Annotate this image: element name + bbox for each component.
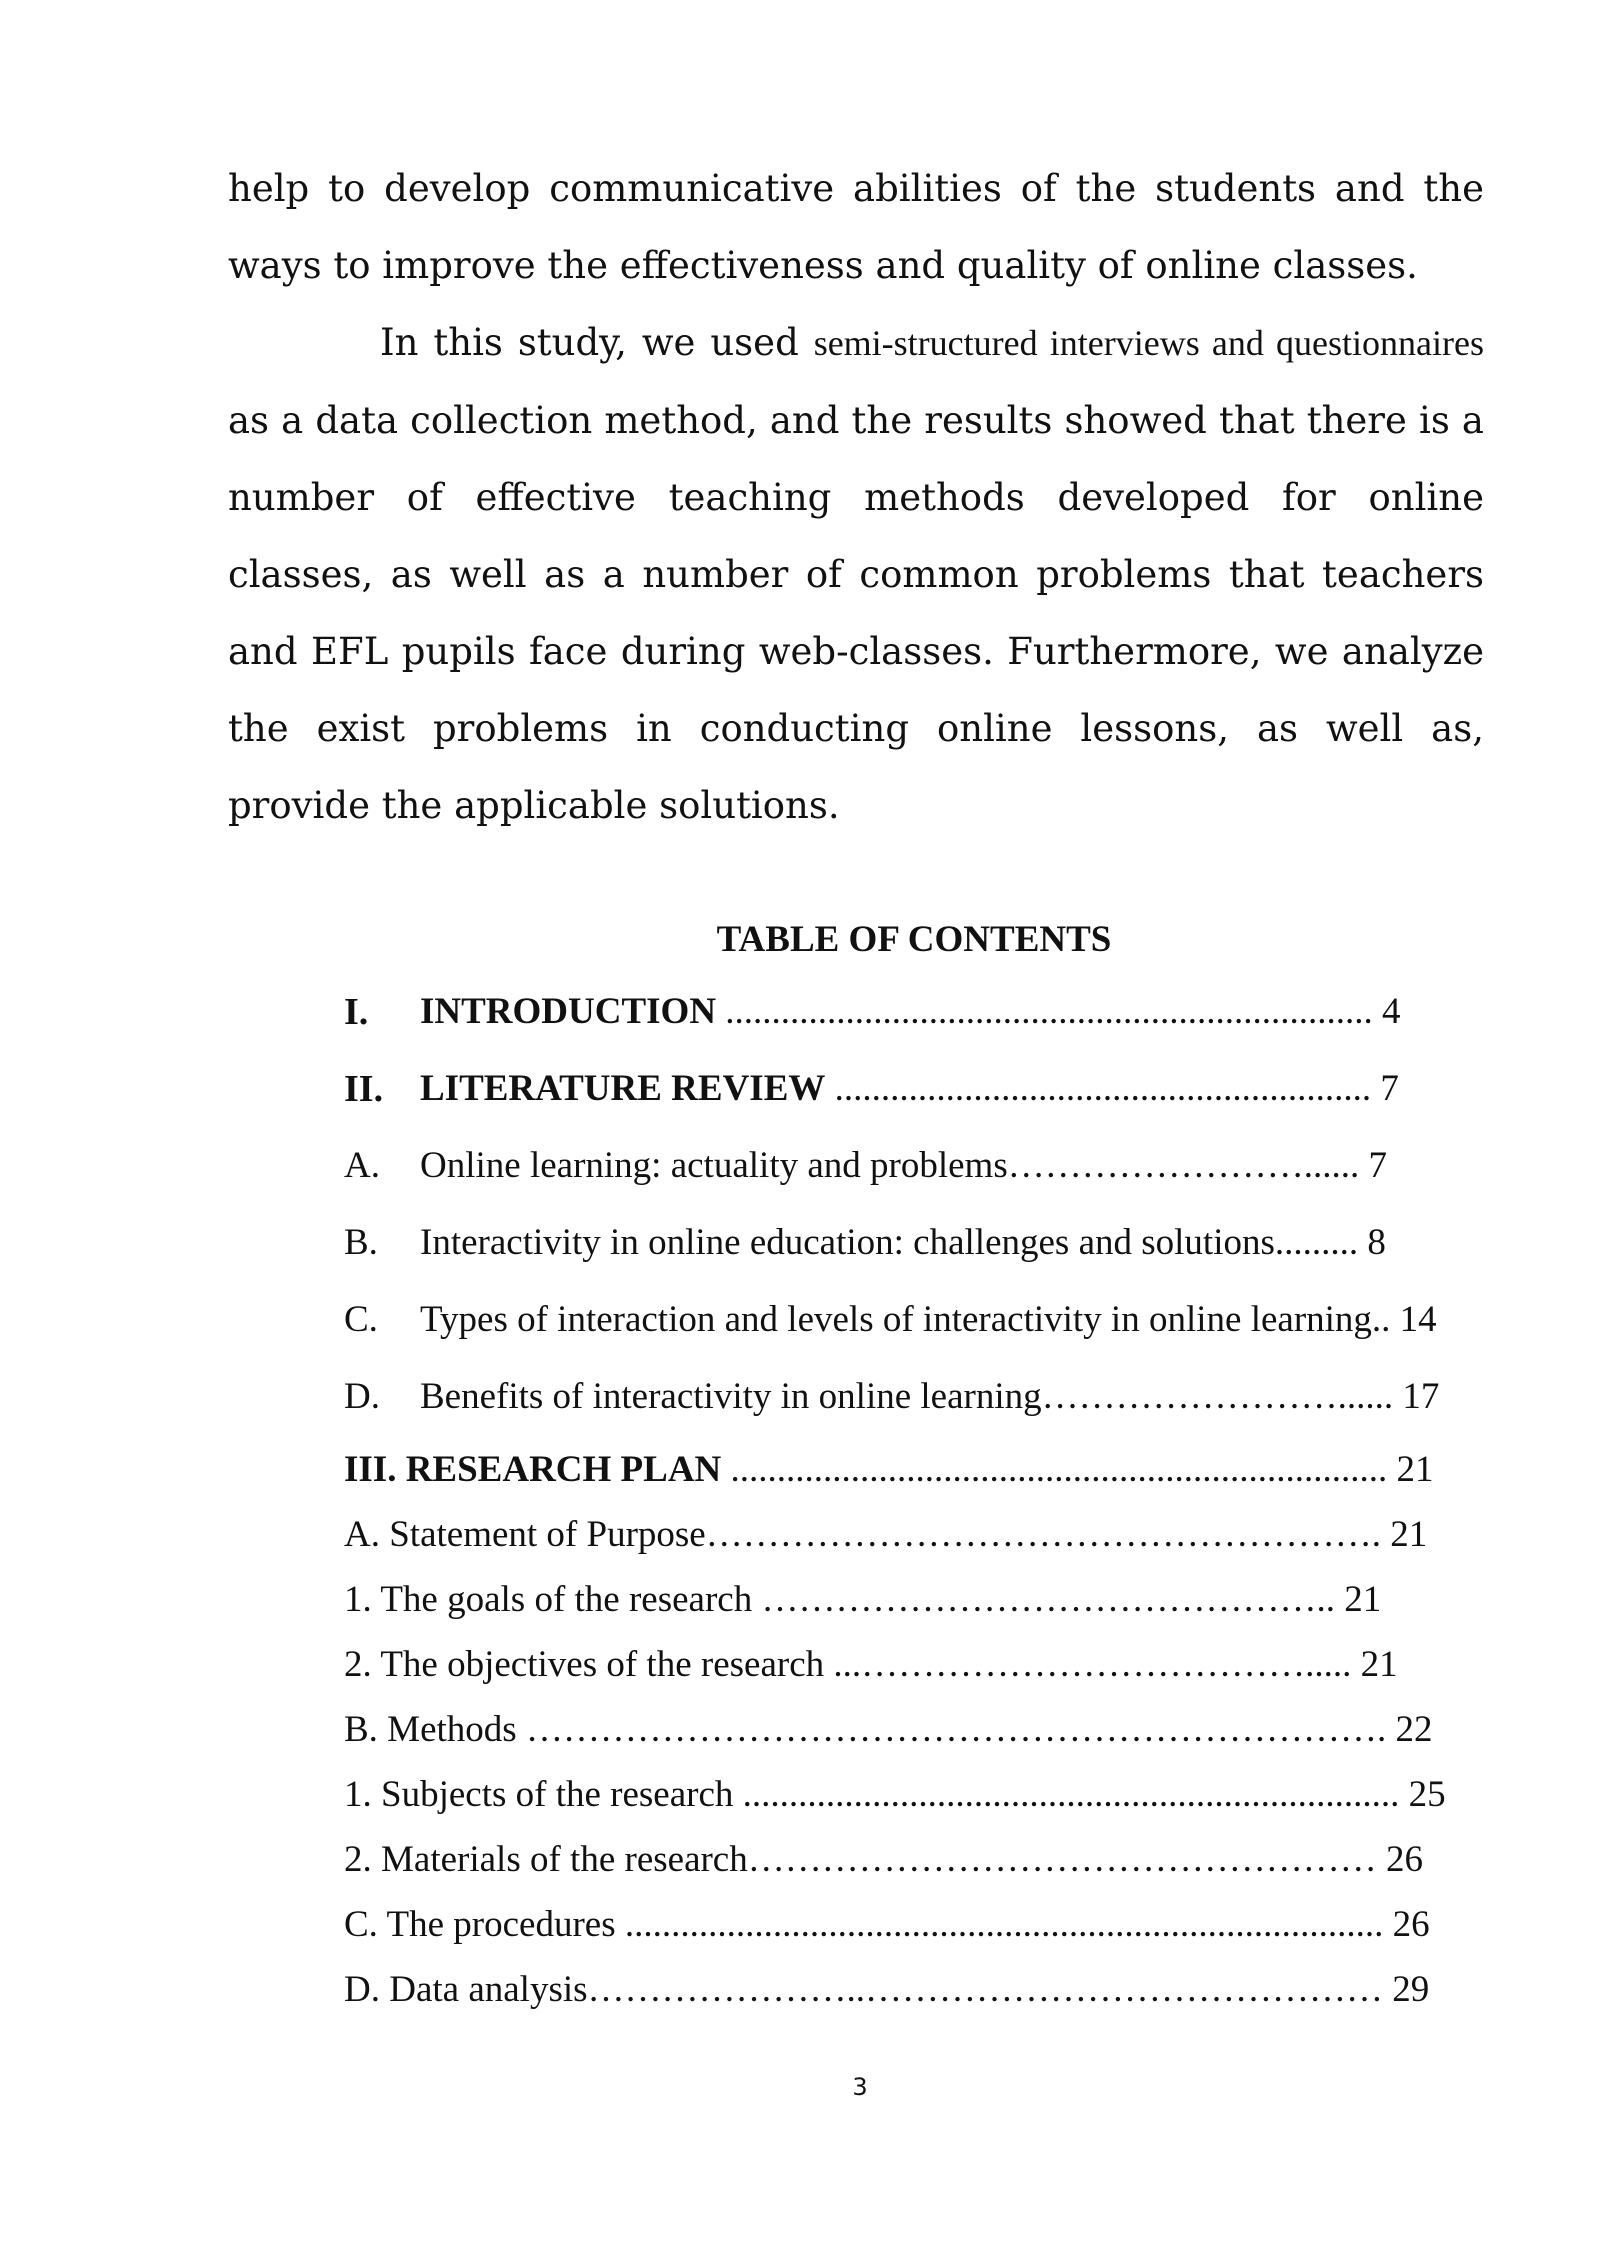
toc-leader: .........: [1274, 1222, 1359, 1263]
toc-leader: ……………………......: [1041, 1376, 1394, 1417]
toc-page-number: 26: [1385, 1839, 1423, 1880]
toc-entry-title: Interactivity in online education: challenges and solutions: [420, 1222, 1275, 1263]
toc-entry-title: Types of interaction and levels of interactivity in online learning: [420, 1299, 1372, 1340]
toc-entry-number: A.: [344, 1145, 380, 1186]
toc-entry-title: Benefits of interactivity in online learning: [420, 1376, 1042, 1417]
toc-page-number: 29: [1392, 1969, 1430, 2010]
toc-title: TABLE OF CONTENTS: [716, 919, 1112, 960]
toc-entry-number: C.: [344, 1299, 378, 1340]
toc-entry-title: B. Methods: [344, 1709, 517, 1750]
toc-entry-research-plan[interactable]: [344, 1446, 1434, 1494]
toc-page-number: 7: [1371, 1068, 1399, 1109]
toc-entry-title: 1. The goals of the research: [344, 1579, 753, 1620]
toc-entry-number: I.: [344, 991, 369, 1033]
toc-leader: ..................................................................................: [615, 1904, 1393, 1945]
toc-entry-number: II.: [344, 1068, 384, 1110]
toc-entry-number: B.: [344, 1222, 378, 1263]
toc-leader: ..: [1371, 1299, 1391, 1340]
toc-page-number: 17: [1393, 1376, 1440, 1417]
toc-entry-objectives[interactable]: [344, 1641, 1398, 1689]
toc-entry-title: LITERATURE REVIEW: [420, 1068, 826, 1109]
toc-entry-title: 2. The objectives of the research: [344, 1644, 825, 1685]
toc-entry-procedures[interactable]: [344, 1901, 1430, 1949]
toc-page-number: 4: [1372, 991, 1401, 1032]
toc-entry-title: III. RESEARCH PLAN: [344, 1449, 722, 1490]
toc-leader: …………………………………………………………….: [516, 1709, 1396, 1750]
toc-page-number: 21: [1390, 1514, 1428, 1555]
toc-entry-title: INTRODUCTION: [420, 991, 717, 1032]
toc-page-number: 21: [1387, 1449, 1434, 1490]
toc-leader: …………………..……………………………………: [587, 1969, 1393, 2010]
toc-entry-title: 1. Subjects of the research: [344, 1774, 734, 1815]
toc-entry-title: 2. Materials of the research: [344, 1839, 748, 1880]
toc-page-number: 21: [1360, 1644, 1398, 1685]
toc-page-number: 7: [1359, 1145, 1387, 1186]
toc-entry-subjects[interactable]: [344, 1771, 1446, 1819]
toc-entry-statement-of-purpose[interactable]: [344, 1511, 1427, 1559]
toc-leader: ……………………......: [1007, 1145, 1360, 1186]
paragraph-2-methods: semi-structured interviews and questionnaires: [813, 323, 1484, 363]
paragraph-2-start: In this study, we used: [380, 321, 814, 364]
toc-page-number: 14: [1390, 1299, 1437, 1340]
toc-leader: ...……………………………….....: [824, 1644, 1361, 1685]
toc-entry-goals[interactable]: [344, 1576, 1381, 1624]
toc-entry-methods[interactable]: [344, 1706, 1432, 1754]
toc-leader: ……………………………………………: [747, 1839, 1386, 1880]
toc-page-number: 25: [1408, 1774, 1446, 1815]
toc-entry-number: D.: [344, 1376, 380, 1417]
toc-leader: .......................................................................: [721, 1449, 1388, 1490]
toc-entry-title: Online learning: actuality and problems: [420, 1145, 1008, 1186]
toc-entry-title: D. Data analysis: [344, 1969, 588, 2010]
toc-leader: ..........................................................: [825, 1068, 1372, 1109]
toc-page-number: 26: [1392, 1904, 1430, 1945]
toc-leader: ………………………………………..: [752, 1579, 1345, 1620]
toc-page-number: 22: [1395, 1709, 1433, 1750]
toc-leader: ......................................................................: [716, 991, 1373, 1032]
paragraph-1: help to develop communicative abilities of the students and the ways to improve the effectiveness and quality of online classes.: [228, 167, 1484, 287]
toc-leader: ……………………………………………….: [705, 1514, 1391, 1555]
toc-entry-title: C. The procedures: [344, 1904, 616, 1945]
toc-page-number: 21: [1344, 1579, 1382, 1620]
paragraph-2-end: as a data collection method, and the results showed that there is a number of effective teaching methods developed for online classes, as well as a number of common problems that teachers and EFL pupils face during web-classes. Furthermore, we analyze the exist problems in conducting online lessons, as well as, provide the applicable solutions.: [228, 399, 1484, 827]
paragraph-2: [228, 304, 1484, 844]
abstract-text: [228, 150, 1484, 844]
toc-leader: .......................................................................: [733, 1774, 1409, 1815]
toc-entry-materials[interactable]: [344, 1836, 1423, 1884]
toc-entry-data-analysis[interactable]: [344, 1966, 1429, 2014]
toc-page-number: 8: [1358, 1222, 1386, 1263]
toc-entry-title: A. Statement of Purpose: [344, 1514, 706, 1555]
page-number: 3: [852, 2073, 868, 2101]
